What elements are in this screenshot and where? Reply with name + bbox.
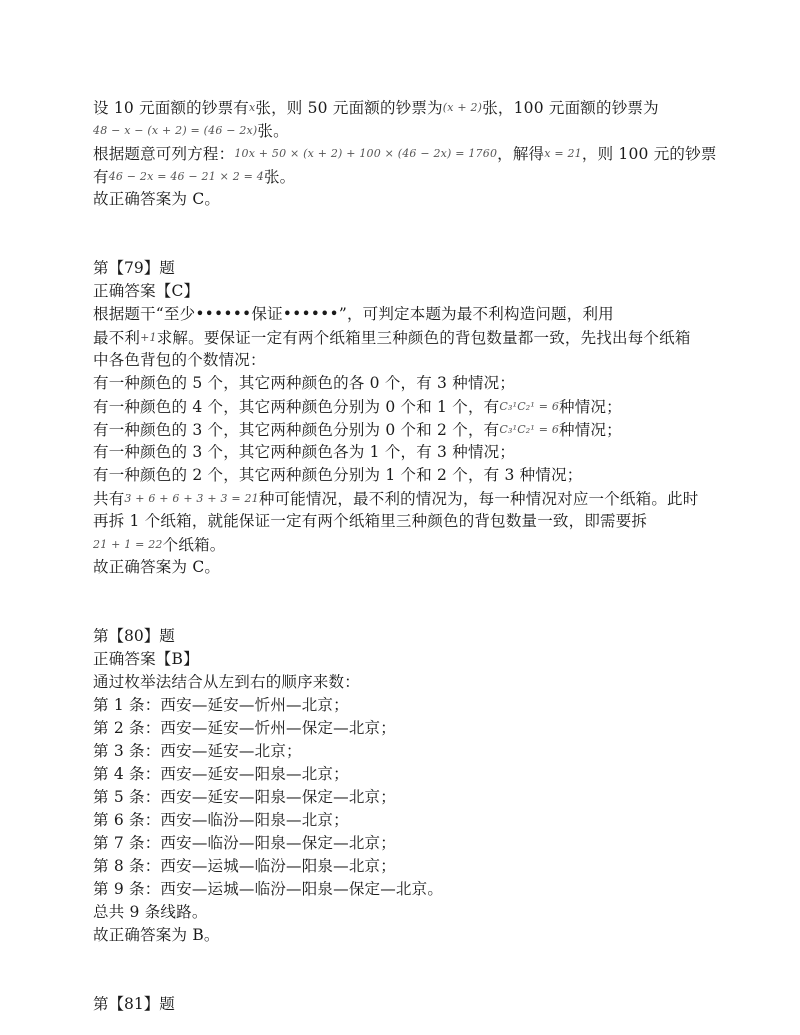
route-item: 第 1 条：西安—延安—忻州—北京；: [93, 696, 349, 714]
route-item: 第 7 条：西安—临汾—阳泉—保定—北京；: [93, 834, 396, 852]
math-expr: +1: [140, 331, 157, 344]
q79-conclusion: 故正确答案为 C。: [93, 558, 221, 576]
math-expr: x = 21: [544, 147, 582, 160]
math-expr: C₃¹C₂¹ = 6: [499, 423, 560, 436]
q78-line-3: 根据题意可列方程：10x + 50 × (x + 2) + 100 × (46 − 2x) = 1760，解得x = 21，则 100 元的钞票: [93, 145, 717, 163]
q79-case-3: 有一种颜色的 3 个，其它两种颜色分别为 0 个和 2 个，有C₃¹C₂¹ = 6种情况；: [93, 421, 622, 439]
q81-block: [93, 993, 713, 1016]
q79-title: 第【79】题: [93, 259, 175, 277]
q79-case-2: 有一种颜色的 4 个，其它两种颜色分别为 0 个和 1 个，有C₃¹C₂¹ = 6种情况；: [93, 398, 622, 416]
q79-line-11: 21 + 1 = 22个纸箱。: [93, 536, 226, 554]
q81-title: 第【81】题: [93, 995, 175, 1013]
q78-line-2: 48 − x − (x + 2) = (46 − 2x)张。: [93, 122, 289, 140]
q78-solution: [93, 96, 717, 211]
math-expr: 10x + 50 × (x + 2) + 100 × (46 − 2x) = 1760: [234, 147, 498, 160]
q78-conclusion: 故正确答案为 C。: [93, 190, 221, 208]
route-item: 第 4 条：西安—延安—阳泉—北京；: [93, 765, 349, 783]
q79-case-5: 有一种颜色的 2 个，其它两种颜色分别为 1 个和 2 个，有 3 种情况；: [93, 466, 583, 484]
route-item: 第 5 条：西安—延安—阳泉—保定—北京；: [93, 788, 396, 806]
route-item: 第 9 条：西安—运城—临汾—阳泉—保定—北京。: [93, 880, 444, 898]
route-item: 第 6 条：西安—临汾—阳泉—北京；: [93, 811, 349, 829]
q80-block: [93, 625, 713, 947]
route-item: 第 3 条：西安—延安—北京；: [93, 742, 302, 760]
q79-case-4: 有一种颜色的 3 个，其它两种颜色各为 1 个，有 3 种情况；: [93, 443, 516, 461]
route-item: 第 8 条：西安—运城—临汾—阳泉—北京；: [93, 857, 396, 875]
math-expr: C₃¹C₂¹ = 6: [499, 400, 560, 413]
document-page: [93, 96, 717, 1016]
q79-answer: 正确答案【C】: [93, 282, 200, 300]
math-expr: 48 − x − (x + 2) = (46 − 2x): [93, 124, 258, 137]
math-expr: (x + 2): [442, 101, 483, 114]
q79-case-1: 有一种颜色的 5 个，其它两种颜色的各 0 个，有 3 种情况；: [93, 374, 516, 392]
q79-line-10: 再拆 1 个纸箱，就能保证一定有两个纸箱里三种颜色的背包数量一致，即需要拆: [93, 512, 648, 530]
math-expr: 46 − 2x = 46 − 21 × 2 = 4: [108, 170, 264, 183]
q80-answer: 正确答案【B】: [93, 650, 199, 668]
q78-line-4: 有46 − 2x = 46 − 21 × 2 = 4张。: [93, 168, 296, 186]
q79-line-1: 根据题干“至少••••••保证••••••”，可判定本题为最不利构造问题，利用: [93, 305, 614, 323]
math-expr: x: [248, 101, 256, 114]
q79-block: [93, 257, 713, 579]
q80-intro: 通过枚举法结合从左到右的顺序来数：: [93, 673, 360, 691]
route-item: 第 2 条：西安—延安—忻州—保定—北京；: [93, 719, 396, 737]
q80-conclusion: 故正确答案为 B。: [93, 926, 220, 944]
q79-line-sum: 共有3 + 6 + 6 + 3 + 3 = 21种可能情况，最不利的情况为，每一种情况对应一个纸箱。此时: [93, 490, 699, 508]
q79-line-3: 中各色背包的个数情况：: [93, 351, 266, 369]
q80-total: 总共 9 条线路。: [93, 903, 208, 921]
math-expr: 3 + 6 + 6 + 3 + 3 = 21: [124, 492, 259, 505]
math-expr: 21 + 1 = 22: [93, 538, 163, 551]
q80-title: 第【80】题: [93, 627, 175, 645]
q79-line-2: 最不利+1求解。要保证一定有两个纸箱里三种颜色的背包数量都一致，先找出每个纸箱: [93, 329, 691, 347]
q78-line-1: 设 10 元面额的钞票有x张，则 50 元面额的钞票为(x + 2)张，100 元面额的钞票为: [93, 99, 659, 117]
